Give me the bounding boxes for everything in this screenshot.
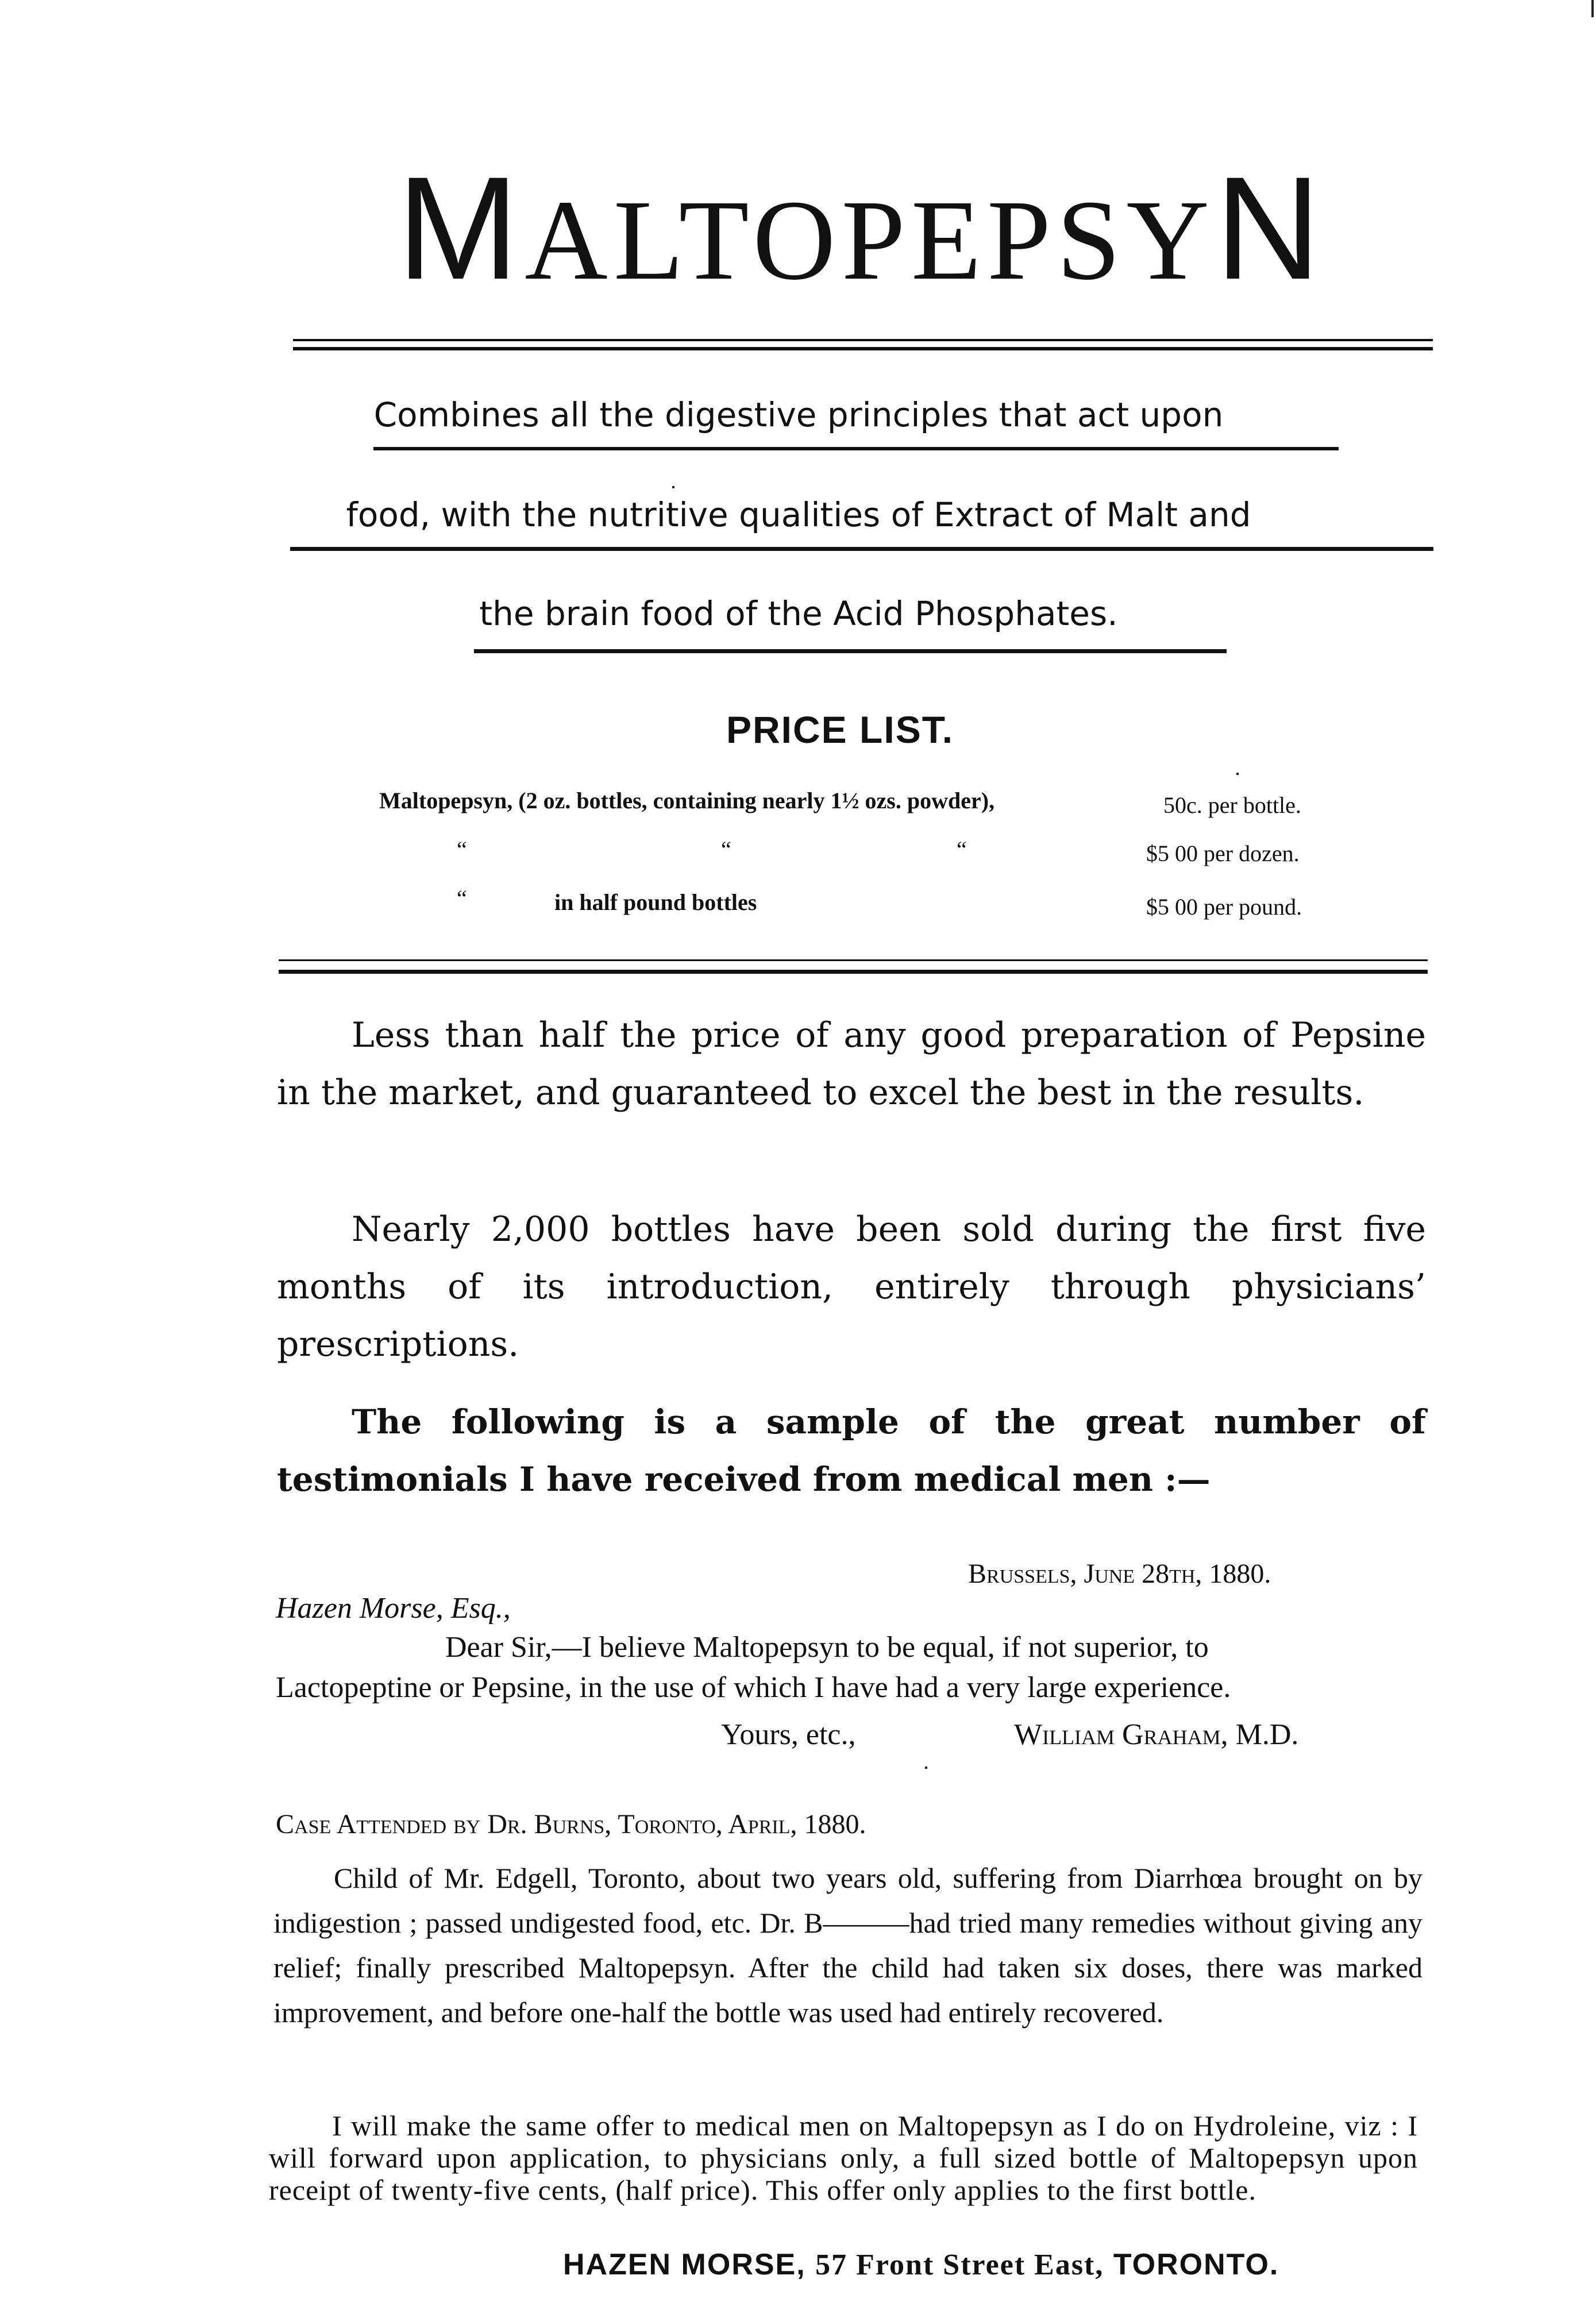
footer-name: HAZEN MORSE, [563,2248,806,2281]
title-initial: M [396,146,525,310]
letter-body-line-1: Dear Sir,—I believe Maltopepsyn to be equal, if not superior, to [445,1631,1209,1664]
title-rule-bottom [293,347,1433,350]
price-rule-bottom [279,970,1428,974]
paragraph-testimonials: The following is a sample of the great number of testimonials I have received from medical men :— [277,1402,1426,1499]
price-row-2-ditto-2: “ [721,836,731,862]
title-rule-top [293,339,1433,341]
intro-underline-2 [290,547,1433,551]
scan-mark [672,486,674,488]
paragraph-price-comparison: Less than half the price of any good preparation of Pepsine in the market, and guaranteed to excel the best in the results. [277,1015,1426,1113]
price-row-1-item: Maltopepsyn, (2 oz. bottles, containing nearly 1½ ozs. powder), [379,788,995,813]
intro-line-1: Combines all the digestive principles that act upon [373,395,1224,434]
price-row-2-ditto-1: “ [457,836,467,862]
intro-line-2: food, with the nutritive qualities of Extract of Malt and [346,495,1251,534]
letter-closing: Yours, etc., [721,1718,856,1751]
footer-address [563,2247,1279,2282]
letter-place-date: Brussels, June 28th, 1880. [968,1559,1271,1589]
price-rule-top [279,959,1428,961]
title-middle: ALTOPEPSY [525,177,1215,304]
scan-mark [1591,0,1594,17]
page-title [299,146,1425,310]
price-row-2-price: $5 00 per dozen. [1146,840,1300,866]
price-row-3-item: in half pound bottles [554,889,757,915]
letter-body-line-2: Lactopeptine or Pepsine, in the use of which I have had a very large experience. [276,1671,1231,1704]
price-row-1-price: 50c. per bottle. [1163,792,1301,818]
intro-underline-1 [373,447,1339,450]
price-row-3-price: $5 00 per pound. [1146,894,1302,920]
footer-street: 57 Front Street East, [815,2249,1104,2281]
price-row-2-ditto-3: “ [957,836,967,862]
intro-line-3: the brain food of the Acid Phosphates. [479,594,1118,633]
paragraph-sales: Nearly 2,000 bottles have been sold during the first five months of its introduction, entirely through physicians’ prescriptions. [277,1209,1426,1364]
title-final: N [1215,146,1327,310]
intro-underline-3 [474,649,1227,653]
offer-text: I will make the same offer to medical men on Maltopepsyn as I do on Hydroleine, viz : I will forward upon application, to physicians only, a full sized bottle of Maltopepsyn upon receipt of twenty-five cents, (half price). This offer only applies to the first bottle. [269,2110,1418,2206]
footer-city: TORONTO. [1113,2248,1279,2281]
letter-addressee: Hazen Morse, Esq., [276,1592,511,1625]
price-list-heading: PRICE LIST. [726,708,954,751]
letter-signature: William Graham, M.D. [1014,1718,1299,1751]
scan-mark [1236,773,1239,775]
scan-mark [925,1767,927,1769]
case-text: Child of Mr. Edgell, Toronto, about two years old, suffering from Diarrhœa brought on by indigestion ; passed undigested food, etc. Dr. B———had tried many remedies without giving any relief; finally prescribed Maltopepsyn. After the child had taken six doses, there was marked improvement, and before one-half the bottle was used had entirely recovered. [273,1862,1422,2029]
case-heading: Case Attended by Dr. Burns, Toronto, April, 1880. [276,1809,866,1839]
price-row-3-ditto: “ [457,885,467,911]
